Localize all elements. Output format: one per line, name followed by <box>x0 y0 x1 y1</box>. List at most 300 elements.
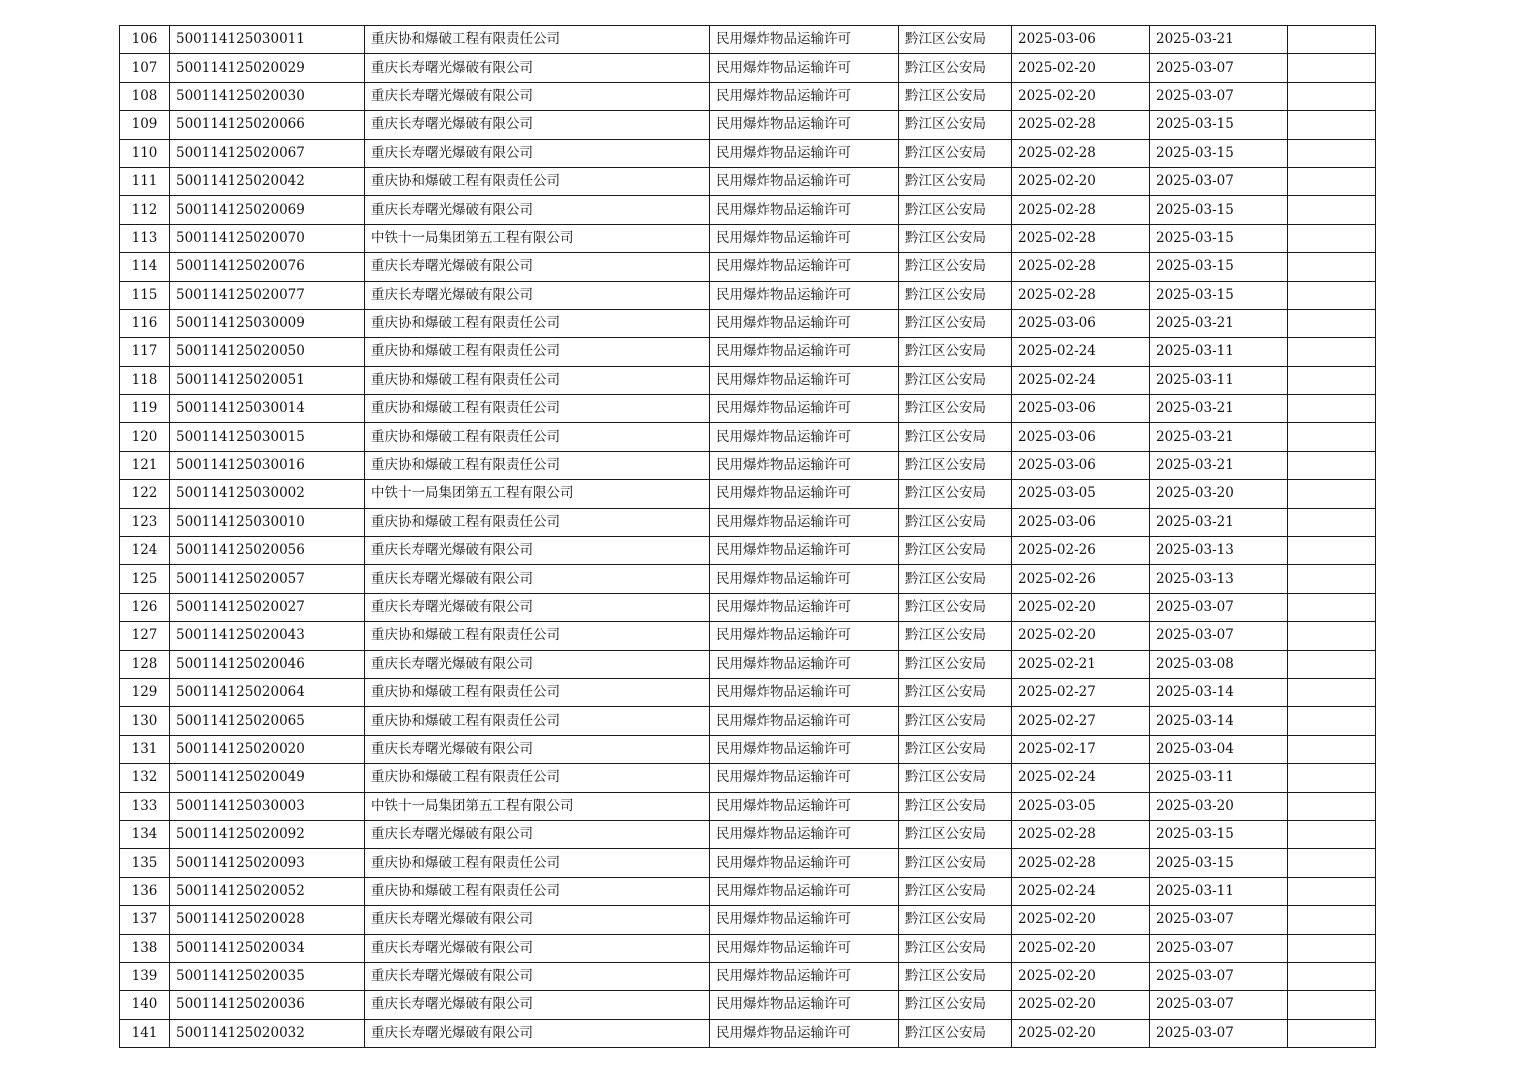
issuer-cell: 黔江区公安局 <box>899 167 1012 195</box>
permit-type-cell: 民用爆炸物品运输许可 <box>710 906 899 934</box>
end-date-cell: 2025-03-14 <box>1150 678 1288 706</box>
end-date-cell: 2025-03-15 <box>1150 820 1288 848</box>
permit-id-cell: 500114125020049 <box>170 764 365 792</box>
start-date-cell: 2025-02-20 <box>1012 991 1150 1019</box>
permit-id-cell: 500114125020070 <box>170 224 365 252</box>
end-date-cell: 2025-03-21 <box>1150 26 1288 54</box>
note-cell <box>1288 1019 1376 1047</box>
company-cell: 重庆协和爆破工程有限责任公司 <box>365 622 710 650</box>
permit-type-cell: 民用爆炸物品运输许可 <box>710 877 899 905</box>
row-number: 120 <box>120 423 170 451</box>
issuer-cell: 黔江区公安局 <box>899 1019 1012 1047</box>
note-cell <box>1288 906 1376 934</box>
row-number: 117 <box>120 338 170 366</box>
end-date-cell: 2025-03-07 <box>1150 82 1288 110</box>
issuer-cell: 黔江区公安局 <box>899 934 1012 962</box>
table-row <box>120 423 1376 451</box>
permit-type-cell: 民用爆炸物品运输许可 <box>710 167 899 195</box>
permit-type-cell: 民用爆炸物品运输许可 <box>710 480 899 508</box>
permit-id-cell: 500114125020092 <box>170 820 365 848</box>
note-cell <box>1288 934 1376 962</box>
table-row <box>120 366 1376 394</box>
table-row <box>120 224 1376 252</box>
permit-type-cell: 民用爆炸物品运输许可 <box>710 338 899 366</box>
row-number: 118 <box>120 366 170 394</box>
start-date-cell: 2025-03-06 <box>1012 309 1150 337</box>
start-date-cell: 2025-03-06 <box>1012 508 1150 536</box>
company-cell: 重庆协和爆破工程有限责任公司 <box>365 877 710 905</box>
row-number: 127 <box>120 622 170 650</box>
end-date-cell: 2025-03-13 <box>1150 537 1288 565</box>
company-cell: 重庆长寿曙光爆破有限公司 <box>365 934 710 962</box>
row-number: 110 <box>120 139 170 167</box>
permit-id-cell: 500114125020050 <box>170 338 365 366</box>
company-cell: 重庆长寿曙光爆破有限公司 <box>365 139 710 167</box>
row-number: 107 <box>120 54 170 82</box>
permit-type-cell: 民用爆炸物品运输许可 <box>710 934 899 962</box>
permit-id-cell: 500114125020042 <box>170 167 365 195</box>
note-cell <box>1288 167 1376 195</box>
company-cell: 重庆长寿曙光爆破有限公司 <box>365 991 710 1019</box>
company-cell: 重庆协和爆破工程有限责任公司 <box>365 26 710 54</box>
issuer-cell: 黔江区公安局 <box>899 906 1012 934</box>
row-number: 133 <box>120 792 170 820</box>
table-row <box>120 906 1376 934</box>
start-date-cell: 2025-03-06 <box>1012 423 1150 451</box>
company-cell: 重庆协和爆破工程有限责任公司 <box>365 366 710 394</box>
issuer-cell: 黔江区公安局 <box>899 650 1012 678</box>
issuer-cell: 黔江区公安局 <box>899 565 1012 593</box>
table-row <box>120 253 1376 281</box>
permit-type-cell: 民用爆炸物品运输许可 <box>710 139 899 167</box>
start-date-cell: 2025-02-28 <box>1012 139 1150 167</box>
permit-id-cell: 500114125020051 <box>170 366 365 394</box>
permit-type-cell: 民用爆炸物品运输许可 <box>710 1019 899 1047</box>
table-row <box>120 593 1376 621</box>
note-cell <box>1288 139 1376 167</box>
table-row <box>120 139 1376 167</box>
permit-type-cell: 民用爆炸物品运输许可 <box>710 224 899 252</box>
end-date-cell: 2025-03-11 <box>1150 366 1288 394</box>
note-cell <box>1288 508 1376 536</box>
permit-id-cell: 500114125020052 <box>170 877 365 905</box>
table-row <box>120 82 1376 110</box>
permit-id-cell: 500114125020034 <box>170 934 365 962</box>
note-cell <box>1288 196 1376 224</box>
company-cell: 重庆长寿曙光爆破有限公司 <box>365 820 710 848</box>
company-cell: 重庆长寿曙光爆破有限公司 <box>365 537 710 565</box>
permit-type-cell: 民用爆炸物品运输许可 <box>710 537 899 565</box>
note-cell <box>1288 792 1376 820</box>
note-cell <box>1288 820 1376 848</box>
end-date-cell: 2025-03-07 <box>1150 54 1288 82</box>
issuer-cell: 黔江区公安局 <box>899 678 1012 706</box>
table-row <box>120 877 1376 905</box>
permit-id-cell: 500114125020093 <box>170 849 365 877</box>
company-cell: 重庆长寿曙光爆破有限公司 <box>365 111 710 139</box>
table-row <box>120 1019 1376 1047</box>
permit-type-cell: 民用爆炸物品运输许可 <box>710 54 899 82</box>
row-number: 119 <box>120 395 170 423</box>
start-date-cell: 2025-02-28 <box>1012 224 1150 252</box>
note-cell <box>1288 991 1376 1019</box>
company-cell: 重庆协和爆破工程有限责任公司 <box>365 678 710 706</box>
permit-type-cell: 民用爆炸物品运输许可 <box>710 820 899 848</box>
issuer-cell: 黔江区公安局 <box>899 224 1012 252</box>
end-date-cell: 2025-03-21 <box>1150 423 1288 451</box>
end-date-cell: 2025-03-07 <box>1150 934 1288 962</box>
end-date-cell: 2025-03-20 <box>1150 792 1288 820</box>
issuer-cell: 黔江区公安局 <box>899 139 1012 167</box>
end-date-cell: 2025-03-20 <box>1150 480 1288 508</box>
end-date-cell: 2025-03-07 <box>1150 1019 1288 1047</box>
company-cell: 重庆协和爆破工程有限责任公司 <box>365 849 710 877</box>
row-number: 140 <box>120 991 170 1019</box>
issuer-cell: 黔江区公安局 <box>899 82 1012 110</box>
permit-id-cell: 500114125030002 <box>170 480 365 508</box>
start-date-cell: 2025-02-28 <box>1012 196 1150 224</box>
permit-type-cell: 民用爆炸物品运输许可 <box>710 792 899 820</box>
permit-id-cell: 500114125020056 <box>170 537 365 565</box>
table-row <box>120 281 1376 309</box>
row-number: 112 <box>120 196 170 224</box>
company-cell: 重庆长寿曙光爆破有限公司 <box>365 54 710 82</box>
company-cell: 重庆长寿曙光爆破有限公司 <box>365 82 710 110</box>
note-cell <box>1288 224 1376 252</box>
row-number: 141 <box>120 1019 170 1047</box>
row-number: 106 <box>120 26 170 54</box>
permit-type-cell: 民用爆炸物品运输许可 <box>710 26 899 54</box>
note-cell <box>1288 309 1376 337</box>
table-row <box>120 792 1376 820</box>
row-number: 126 <box>120 593 170 621</box>
issuer-cell: 黔江区公安局 <box>899 54 1012 82</box>
note-cell <box>1288 395 1376 423</box>
permit-id-cell: 500114125020020 <box>170 735 365 763</box>
permit-type-cell: 民用爆炸物品运输许可 <box>710 707 899 735</box>
start-date-cell: 2025-02-24 <box>1012 877 1150 905</box>
company-cell: 重庆长寿曙光爆破有限公司 <box>365 650 710 678</box>
permit-type-cell: 民用爆炸物品运输许可 <box>710 650 899 678</box>
issuer-cell: 黔江区公安局 <box>899 451 1012 479</box>
row-number: 138 <box>120 934 170 962</box>
start-date-cell: 2025-02-26 <box>1012 565 1150 593</box>
start-date-cell: 2025-02-28 <box>1012 820 1150 848</box>
row-number: 139 <box>120 962 170 990</box>
table-row <box>120 26 1376 54</box>
issuer-cell: 黔江区公安局 <box>899 480 1012 508</box>
company-cell: 重庆协和爆破工程有限责任公司 <box>365 423 710 451</box>
issuer-cell: 黔江区公安局 <box>899 26 1012 54</box>
row-number: 132 <box>120 764 170 792</box>
permit-type-cell: 民用爆炸物品运输许可 <box>710 735 899 763</box>
table-row <box>120 991 1376 1019</box>
table-row <box>120 54 1376 82</box>
permit-id-cell: 500114125020057 <box>170 565 365 593</box>
end-date-cell: 2025-03-07 <box>1150 167 1288 195</box>
start-date-cell: 2025-02-20 <box>1012 934 1150 962</box>
row-number: 115 <box>120 281 170 309</box>
company-cell: 重庆协和爆破工程有限责任公司 <box>365 338 710 366</box>
note-cell <box>1288 707 1376 735</box>
row-number: 113 <box>120 224 170 252</box>
end-date-cell: 2025-03-15 <box>1150 253 1288 281</box>
end-date-cell: 2025-03-15 <box>1150 139 1288 167</box>
end-date-cell: 2025-03-15 <box>1150 281 1288 309</box>
issuer-cell: 黔江区公安局 <box>899 707 1012 735</box>
table-row <box>120 167 1376 195</box>
note-cell <box>1288 678 1376 706</box>
permit-type-cell: 民用爆炸物品运输许可 <box>710 508 899 536</box>
end-date-cell: 2025-03-07 <box>1150 593 1288 621</box>
company-cell: 重庆长寿曙光爆破有限公司 <box>365 196 710 224</box>
row-number: 134 <box>120 820 170 848</box>
issuer-cell: 黔江区公安局 <box>899 764 1012 792</box>
end-date-cell: 2025-03-15 <box>1150 111 1288 139</box>
company-cell: 重庆长寿曙光爆破有限公司 <box>365 1019 710 1047</box>
permit-id-cell: 500114125020029 <box>170 54 365 82</box>
issuer-cell: 黔江区公安局 <box>899 366 1012 394</box>
row-number: 122 <box>120 480 170 508</box>
start-date-cell: 2025-02-20 <box>1012 1019 1150 1047</box>
permit-id-cell: 500114125020027 <box>170 593 365 621</box>
permit-id-cell: 500114125020046 <box>170 650 365 678</box>
issuer-cell: 黔江区公安局 <box>899 253 1012 281</box>
start-date-cell: 2025-02-20 <box>1012 593 1150 621</box>
permit-type-cell: 民用爆炸物品运输许可 <box>710 622 899 650</box>
note-cell <box>1288 537 1376 565</box>
permit-type-cell: 民用爆炸物品运输许可 <box>710 962 899 990</box>
note-cell <box>1288 650 1376 678</box>
end-date-cell: 2025-03-21 <box>1150 508 1288 536</box>
start-date-cell: 2025-02-28 <box>1012 253 1150 281</box>
note-cell <box>1288 735 1376 763</box>
start-date-cell: 2025-02-20 <box>1012 82 1150 110</box>
note-cell <box>1288 111 1376 139</box>
note-cell <box>1288 764 1376 792</box>
row-number: 131 <box>120 735 170 763</box>
start-date-cell: 2025-02-28 <box>1012 281 1150 309</box>
note-cell <box>1288 565 1376 593</box>
table-row <box>120 735 1376 763</box>
table-row <box>120 934 1376 962</box>
permit-type-cell: 民用爆炸物品运输许可 <box>710 395 899 423</box>
end-date-cell: 2025-03-21 <box>1150 309 1288 337</box>
permit-type-cell: 民用爆炸物品运输许可 <box>710 281 899 309</box>
table-row <box>120 678 1376 706</box>
row-number: 116 <box>120 309 170 337</box>
permit-type-cell: 民用爆炸物品运输许可 <box>710 991 899 1019</box>
table-row <box>120 537 1376 565</box>
permit-type-cell: 民用爆炸物品运输许可 <box>710 366 899 394</box>
end-date-cell: 2025-03-15 <box>1150 196 1288 224</box>
permit-id-cell: 500114125020032 <box>170 1019 365 1047</box>
start-date-cell: 2025-02-24 <box>1012 366 1150 394</box>
permit-id-cell: 500114125030010 <box>170 508 365 536</box>
permit-id-cell: 500114125020076 <box>170 253 365 281</box>
note-cell <box>1288 338 1376 366</box>
issuer-cell: 黔江区公安局 <box>899 196 1012 224</box>
note-cell <box>1288 622 1376 650</box>
permit-id-cell: 500114125020028 <box>170 906 365 934</box>
table-row <box>120 309 1376 337</box>
permit-id-cell: 500114125020077 <box>170 281 365 309</box>
company-cell: 重庆长寿曙光爆破有限公司 <box>365 565 710 593</box>
end-date-cell: 2025-03-14 <box>1150 707 1288 735</box>
issuer-cell: 黔江区公安局 <box>899 820 1012 848</box>
end-date-cell: 2025-03-21 <box>1150 395 1288 423</box>
company-cell: 重庆协和爆破工程有限责任公司 <box>365 167 710 195</box>
note-cell <box>1288 82 1376 110</box>
issuer-cell: 黔江区公安局 <box>899 281 1012 309</box>
start-date-cell: 2025-02-24 <box>1012 338 1150 366</box>
start-date-cell: 2025-03-05 <box>1012 480 1150 508</box>
end-date-cell: 2025-03-07 <box>1150 906 1288 934</box>
issuer-cell: 黔江区公安局 <box>899 395 1012 423</box>
start-date-cell: 2025-03-06 <box>1012 26 1150 54</box>
note-cell <box>1288 877 1376 905</box>
permit-type-cell: 民用爆炸物品运输许可 <box>710 309 899 337</box>
table-row <box>120 849 1376 877</box>
company-cell: 重庆协和爆破工程有限责任公司 <box>365 764 710 792</box>
start-date-cell: 2025-02-20 <box>1012 54 1150 82</box>
end-date-cell: 2025-03-08 <box>1150 650 1288 678</box>
row-number: 108 <box>120 82 170 110</box>
table-row <box>120 707 1376 735</box>
permit-type-cell: 民用爆炸物品运输许可 <box>710 253 899 281</box>
issuer-cell: 黔江区公安局 <box>899 338 1012 366</box>
table-row <box>120 480 1376 508</box>
company-cell: 重庆长寿曙光爆破有限公司 <box>365 593 710 621</box>
end-date-cell: 2025-03-15 <box>1150 224 1288 252</box>
issuer-cell: 黔江区公安局 <box>899 508 1012 536</box>
row-number: 129 <box>120 678 170 706</box>
issuer-cell: 黔江区公安局 <box>899 991 1012 1019</box>
start-date-cell: 2025-02-28 <box>1012 111 1150 139</box>
end-date-cell: 2025-03-11 <box>1150 338 1288 366</box>
start-date-cell: 2025-03-06 <box>1012 395 1150 423</box>
note-cell <box>1288 451 1376 479</box>
table-row <box>120 111 1376 139</box>
permit-id-cell: 500114125020069 <box>170 196 365 224</box>
table-row <box>120 508 1376 536</box>
note-cell <box>1288 26 1376 54</box>
note-cell <box>1288 849 1376 877</box>
end-date-cell: 2025-03-11 <box>1150 877 1288 905</box>
permit-type-cell: 民用爆炸物品运输许可 <box>710 764 899 792</box>
permit-table-body <box>120 26 1376 1048</box>
issuer-cell: 黔江区公安局 <box>899 593 1012 621</box>
permit-id-cell: 500114125020067 <box>170 139 365 167</box>
table-row <box>120 650 1376 678</box>
permit-id-cell: 500114125020036 <box>170 991 365 1019</box>
company-cell: 重庆协和爆破工程有限责任公司 <box>365 707 710 735</box>
company-cell: 中铁十一局集团第五工程有限公司 <box>365 792 710 820</box>
permit-id-cell: 500114125020064 <box>170 678 365 706</box>
row-number: 125 <box>120 565 170 593</box>
permit-type-cell: 民用爆炸物品运输许可 <box>710 451 899 479</box>
permit-type-cell: 民用爆炸物品运输许可 <box>710 849 899 877</box>
company-cell: 重庆协和爆破工程有限责任公司 <box>365 508 710 536</box>
note-cell <box>1288 593 1376 621</box>
company-cell: 中铁十一局集团第五工程有限公司 <box>365 224 710 252</box>
issuer-cell: 黔江区公安局 <box>899 537 1012 565</box>
row-number: 130 <box>120 707 170 735</box>
issuer-cell: 黔江区公安局 <box>899 423 1012 451</box>
issuer-cell: 黔江区公安局 <box>899 849 1012 877</box>
table-row <box>120 962 1376 990</box>
row-number: 121 <box>120 451 170 479</box>
note-cell <box>1288 253 1376 281</box>
company-cell: 重庆长寿曙光爆破有限公司 <box>365 962 710 990</box>
table-row <box>120 395 1376 423</box>
table-row <box>120 565 1376 593</box>
table-row <box>120 338 1376 366</box>
note-cell <box>1288 281 1376 309</box>
row-number: 137 <box>120 906 170 934</box>
table-row <box>120 451 1376 479</box>
permit-id-cell: 500114125020035 <box>170 962 365 990</box>
start-date-cell: 2025-02-20 <box>1012 167 1150 195</box>
permit-type-cell: 民用爆炸物品运输许可 <box>710 593 899 621</box>
issuer-cell: 黔江区公安局 <box>899 792 1012 820</box>
end-date-cell: 2025-03-07 <box>1150 622 1288 650</box>
permit-id-cell: 500114125030016 <box>170 451 365 479</box>
start-date-cell: 2025-02-20 <box>1012 962 1150 990</box>
row-number: 128 <box>120 650 170 678</box>
start-date-cell: 2025-02-28 <box>1012 849 1150 877</box>
permit-id-cell: 500114125030015 <box>170 423 365 451</box>
table-row <box>120 196 1376 224</box>
end-date-cell: 2025-03-07 <box>1150 991 1288 1019</box>
permit-type-cell: 民用爆炸物品运输许可 <box>710 678 899 706</box>
row-number: 136 <box>120 877 170 905</box>
permit-id-cell: 500114125020066 <box>170 111 365 139</box>
issuer-cell: 黔江区公安局 <box>899 735 1012 763</box>
table-row <box>120 622 1376 650</box>
end-date-cell: 2025-03-21 <box>1150 451 1288 479</box>
start-date-cell: 2025-02-17 <box>1012 735 1150 763</box>
start-date-cell: 2025-02-27 <box>1012 707 1150 735</box>
company-cell: 重庆协和爆破工程有限责任公司 <box>365 309 710 337</box>
company-cell: 重庆长寿曙光爆破有限公司 <box>365 906 710 934</box>
note-cell <box>1288 423 1376 451</box>
issuer-cell: 黔江区公安局 <box>899 962 1012 990</box>
start-date-cell: 2025-02-20 <box>1012 622 1150 650</box>
permit-id-cell: 500114125020043 <box>170 622 365 650</box>
end-date-cell: 2025-03-11 <box>1150 764 1288 792</box>
permit-type-cell: 民用爆炸物品运输许可 <box>710 82 899 110</box>
start-date-cell: 2025-02-21 <box>1012 650 1150 678</box>
row-number: 135 <box>120 849 170 877</box>
row-number: 111 <box>120 167 170 195</box>
company-cell: 重庆长寿曙光爆破有限公司 <box>365 253 710 281</box>
company-cell: 中铁十一局集团第五工程有限公司 <box>365 480 710 508</box>
issuer-cell: 黔江区公安局 <box>899 111 1012 139</box>
permit-id-cell: 500114125020030 <box>170 82 365 110</box>
table-row <box>120 820 1376 848</box>
permit-type-cell: 民用爆炸物品运输许可 <box>710 111 899 139</box>
end-date-cell: 2025-03-04 <box>1150 735 1288 763</box>
permit-id-cell: 500114125030009 <box>170 309 365 337</box>
permit-type-cell: 民用爆炸物品运输许可 <box>710 196 899 224</box>
note-cell <box>1288 480 1376 508</box>
company-cell: 重庆长寿曙光爆破有限公司 <box>365 281 710 309</box>
note-cell <box>1288 366 1376 394</box>
row-number: 123 <box>120 508 170 536</box>
row-number: 109 <box>120 111 170 139</box>
permit-type-cell: 民用爆炸物品运输许可 <box>710 423 899 451</box>
